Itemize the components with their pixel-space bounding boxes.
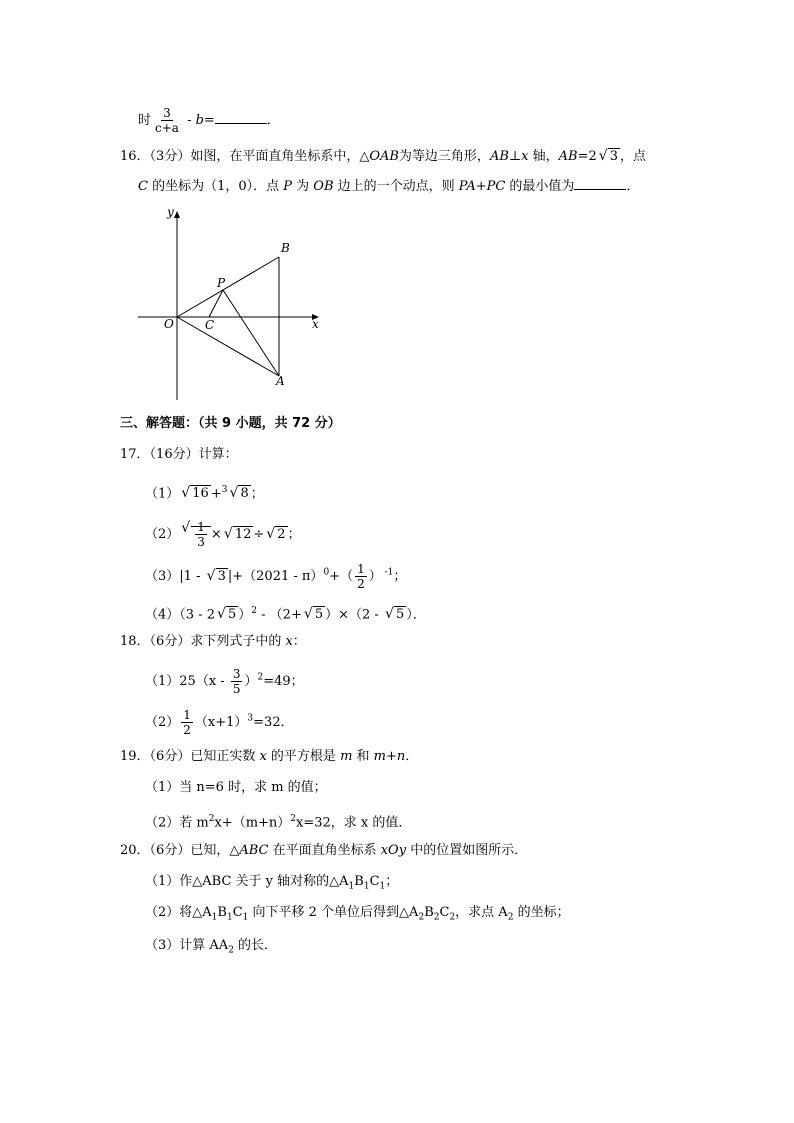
q20-part3: （3）计算 $AA_2$ 的长． <box>145 938 278 956</box>
q20-part1: （1）作△ABC 关于 y 轴对称的$\triangle A_1B_1C_1$； <box>145 874 399 892</box>
label-o: O <box>164 317 174 331</box>
answer-blank[interactable] <box>574 177 626 190</box>
label-a: A <box>276 374 285 388</box>
label-p: P <box>217 276 226 290</box>
segment-pa <box>223 290 279 376</box>
q17-part3: （3）|1 - √ 3 |+（2021 - π）$^0$+（ $\frac{1}{2}$ ） $^{-1}$； <box>145 562 406 591</box>
label-x: x <box>312 317 319 331</box>
q15-tail: 时 $\frac{3}{c+a}$ - b= ． <box>138 106 280 135</box>
q20-title: 20．（6分）已知，△ABC 在平面直角坐标系 xOy 中的位置如图所示． <box>120 843 528 858</box>
q18-part1: （1）25（x - $\frac{3}{5}$ ）$^2$=49； <box>145 667 304 696</box>
q15-fraction: $\frac{3}{c+a}$ <box>155 106 179 135</box>
q20-part2: （2）将$\triangle A_1B_1C_1$ 向下平移 2 个单位后得到$\triangle A_2B_2C_2$，求点 $A_2$ 的坐标； <box>145 905 570 923</box>
label-c: C <box>205 318 215 332</box>
label-y: y <box>167 205 174 219</box>
segment-ob <box>177 257 279 317</box>
q17-title: 17．（16分）计算： <box>120 447 238 462</box>
segment-oa <box>177 317 279 376</box>
section-heading: 三、解答题：（共 9 小题，共 72 分） <box>120 416 341 431</box>
label-b: B <box>281 241 290 255</box>
q18-title: 18．（6分）求下列式子中的 x： <box>120 634 306 649</box>
q18-part2: （2） $\frac{1}{2}$ $(x+1)^3=32$． <box>145 708 294 737</box>
q16-line1: 16．（3分）如图，在平面直角坐标系中，△OAB为等边三角形，AB⊥x 轴，AB=2√ 3 ，点 <box>120 148 646 166</box>
q16-line2: C 的坐标为（1，0）．点 P 为 OB 边上的一个动点，则 PA+PC 的最小值为 ． <box>138 179 640 194</box>
q19-part2: （2）若 $m^2x+(m+n)^2x=32$，求 x 的值． <box>145 814 412 831</box>
q17-part1: （1）√ 16 +$^3$√ 8 ； <box>145 481 264 503</box>
q16-figure <box>130 200 330 405</box>
q19-part1: （1）当 n=6 时，求 m 的值； <box>145 780 327 795</box>
answer-blank[interactable] <box>215 111 267 124</box>
q17-part2: （2） √ $\frac{1}{3}$ ×√ 12 ÷√ 2 ； <box>145 520 301 549</box>
q19-title: 19．（6分）已知正实数 x 的平方根是 m 和 m+n． <box>120 749 419 764</box>
q17-part4: （4）（3 - 2√ 5 ）$^2$ - （2+√ 5 ）×（2 - √ 5 ）． <box>145 602 426 624</box>
